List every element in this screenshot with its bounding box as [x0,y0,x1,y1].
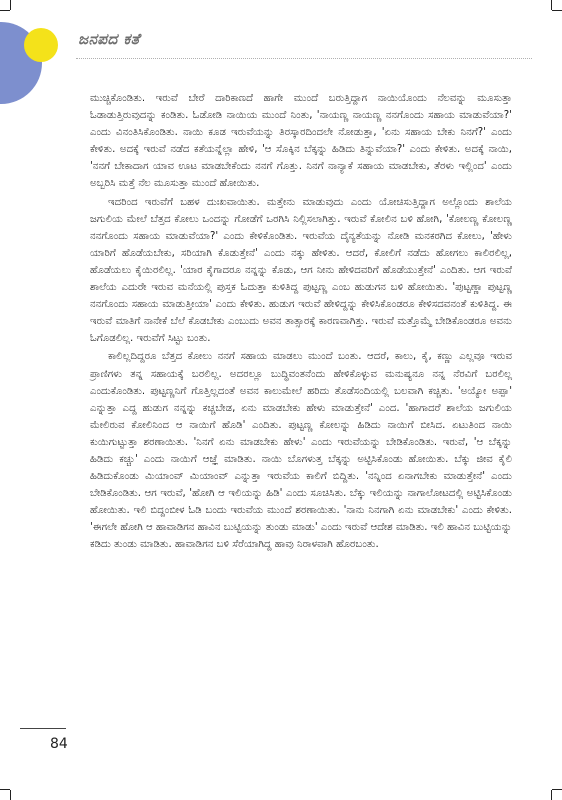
crop-mark [10,790,11,800]
header-divider [76,58,532,59]
paragraph-3: ಕಾಲಿಲ್ಲದಿದ್ದರೂ ಬೆತ್ತದ ಕೋಲು ನನಗೆ ಸಹಾಯ ಮಾಡಲು ಮುಂದೆ ಬಂತು. ಆದರೆ, ಕಾಲು, ಕೈ, ಕಣ್ಣು ಎಲ್ಲವೂ ಇರುವ ಪ್ರಾಣಿಗಳು ತನ್ನ ಸಹಾಯಕ್ಕೆ ಬರಲಿಲ್ಲ. ಅದರಲ್ಲೂ ಬುದ್ಧಿವಂತನೆಂದು ಹೇಳಿಕೊಳ್ಳುವ ಮನುಷ್ಯನೂ ನನ್ನ ನೆರವಿಗೆ ಬರಲಿಲ್ಲ ಎಂದುಕೊಂಡಿತು. ಪುಟ್ಟಣ್ಣನಿಗೆ ಗೊತ್ತಿಲ್ಲದಂತೆ ಅವನ ಕಾಲುಮೇಲೆ ಹರಿದು ತೊಡೆಸಂದಿಯಲ್ಲಿ ಬಲವಾಗಿ ಕಚ್ಚಿತು. 'ಅಯ್ಯೋ ಅಪ್ಪಾ' ಎನ್ನುತ್ತಾ ಎದ್ದ ಹುಡುಗ ನನ್ನನ್ನು ಕಚ್ಚಬೇಡ, ಏನು ಮಾಡಬೇಕು ಹೇಳು ಮಾಡುತ್ತೇನೆ' ಎಂದ. 'ಹಾಗಾದರೆ ಶಾಲೆಯ ಜಗುಲಿಯ ಮೇಲಿರುವ ಕೋಲಿನಿಂದ ಆ ನಾಯಿಗೆ ಹೊಡಿ' ಎಂದಿತು. ಪುಟ್ಟಣ್ಣ ಕೋಲನ್ನು ಹಿಡಿದು ನಾಯಿಗೆ ಬೀಸಿದ. ಏಟುತಿಂದ ನಾಯಿ ಕುಯಿಗುಟ್ಟುತ್ತಾ ಶರಣಾಯಿತು. 'ನಿನಗೆ ಏನು ಮಾಡಬೇಕು ಹೇಳು' ಎಂದು ಇರುವೆಯನ್ನು ಬೇಡಿಕೊಂಡಿತು. ಇರುವೆ, 'ಆ ಬೆಕ್ಕನ್ನು ಹಿಡಿದು ಕಚ್ಚು' ಎಂದು ನಾಯಿಗೆ ಆಜ್ಞೆ ಮಾಡಿತು. ನಾಯಿ ಬೊಗಳುತ್ತ ಬೆಕ್ಕನ್ನು ಅಟ್ಟಿಸಿಕೊಂಡು ಹೋಯಿತು. ಬೆಕ್ಕು ಜೀವ ಕೈಲಿ ಹಿಡಿದುಕೊಂಡು ಮಿಯಾಂವ್ ಮಿಯಾಂವ್ ಎನ್ನುತ್ತಾ ಇರುವೆಯ ಕಾಲಿಗೆ ಬಿದ್ದಿತು. 'ನನ್ನಿಂದ ಏನಾಗಬೇಕು ಮಾಡುತ್ತೇನೆ' ಎಂದು ಬೇಡಿಕೊಂಡಿತು. ಆಗ ಇರುವೆ, 'ಹೋಗಿ ಆ ಇಲಿಯನ್ನು ಹಿಡಿ' ಎಂದು ಸೂಚಿಸಿತು. ಬೆಕ್ಕು ಇಲಿಯನ್ನು ನಾಗಾಲೋಟದಲ್ಲಿ ಅಟ್ಟಿಸಿಕೊಂಡು ಹೋಯಿತು. ಇಲಿ ಬಿದ್ದಂಬೀಳ ಓಡಿ ಬಂದು ಇರುವೆಯ ಮುಂದೆ ಶರಣಾಯಿತು. 'ನಾನು ನಿನಗಾಗಿ ಏನು ಮಾಡಬೇಕು' ಎಂದು ಕೇಳಿತು. 'ಈಗಲೇ ಹೋಗಿ ಆ ಹಾವಾಡಿಗನ ಹಾವಿನ ಬುಟ್ಟಿಯನ್ನು ತುಂಡು ಮಾಡು' ಎಂದು ಇರುವೆ ಆದೇಶ ಮಾಡಿತು. ಇಲಿ ಹಾವಿನ ಬುಟ್ಟಿಯನ್ನು ಕಡಿದು ತುಂಡು ಮಾಡಿತು. ಹಾವಾಡಿಗನ ಬಳಿ ಸೆರೆಯಾಗಿದ್ದ ಹಾವು ನಿರಾಳವಾಗಿ ಹೊರಬಂತು. [90,351,512,551]
story-body [90,90,512,555]
crop-mark [0,10,10,11]
crop-mark [551,0,552,10]
paragraph-1: ಮುಚ್ಚಿಕೊಂಡಿತು. ಇರುವೆ ಬೇರೆ ದಾರಿಕಾಣದೆ ಹಾಗೇ ಮುಂದೆ ಬರುತ್ತಿದ್ದಾಗ ನಾಯಿಯೊಂದು ನೆಲವನ್ನು ಮೂಸುತ್ತಾ ಓಡಾಡುತ್ತಿರುವುದನ್ನು ಕಂಡಿತು. ಓಡೋಡಿ ನಾಯಿಯ ಮುಂದೆ ನಿಂತು, 'ನಾಯಣ್ಣ ನಾಯಣ್ಣ ನನಗೊಂದು ಸಹಾಯ ಮಾಡುವೆಯಾ?' ಎಂದು ವಿನಂತಿಸಿಕೊಂಡಿತು. ನಾಯಿ ಕೂಡ ಇರುವೆಯನ್ನು ತಿರಸ್ಕಾರದಿಂದಲೇ ನೋಡುತ್ತಾ, 'ಏನು ಸಹಾಯ ಬೇಕು ನಿನಗೆ?' ಎಂದು ಕೇಳಿತು. ಅದಕ್ಕೆ ಇರುವೆ ನಡೆದ ಕತೆಯನ್ನೆಲ್ಲಾ ಹೇಳಿ, 'ಆ ಸೊಕ್ಕಿನ ಬೆಕ್ಕನ್ನು ಹಿಡಿದು ತಿನ್ನುವೆಯಾ?' ಎಂದು ಕೇಳಿತು. ಅದಕ್ಕೆ ನಾಯಿ, 'ನನಗೆ ಬೇಕಾದಾಗ ಯಾವ ಊಟ ಮಾಡಬೇಕೆಂದು ನನಗೆ ಗೊತ್ತು. ನಿನಗೆ ನಾನ್ಯಾಕೆ ಸಹಾಯ ಮಾಡಬೇಕು, ತೆರಳು ಇಲ್ಲಿಂದ' ಎಂದು ಅಬ್ಬರಿಸಿ ಮತ್ತೆ ನೆಲ ಮೂಸುತ್ತಾ ಮುಂದೆ ಹೋಯಿತು. [90,93,512,190]
running-header-title: ಜನಪದ ಕತೆ [78,30,140,48]
paragraph-2: ಇದರಿಂದ ಇರುವೆಗೆ ಬಹಳ ದುಃಖವಾಯಿತು. ಮತ್ತೇನು ಮಾಡುವುದು ಎಂದು ಯೋಚಿಸುತ್ತಿದ್ದಾಗ ಅಲ್ಲೊಂದು ಶಾಲೆಯ ಜಗುಲಿಯ ಮೇಲೆ ಬೆತ್ತದ ಕೋಲು ಒಂದನ್ನು ಗೋಡೆಗೆ ಒರಗಿಸಿ ನಿಲ್ಲಿಸಲಾಗಿತ್ತು. ಇರುವೆ ಕೋಲಿನ ಬಳಿ ಹೋಗಿ, 'ಕೋಲಣ್ಣ ಕೋಲಣ್ಣ ನನಗೊಂದು ಸಹಾಯ ಮಾಡುವೆಯಾ?' ಎಂದು ಕೇಳಿಕೊಂಡಿತು. ಇರುವೆಯ ದೈನ್ಯತೆಯನ್ನು ನೋಡಿ ಮನಕರಗಿದ ಕೋಲು, 'ಹೇಳು ಯಾರಿಗೆ ಹೊಡೆಯಬೇಕು, ಸರಿಯಾಗಿ ಕೊಡುತ್ತೇನೆ' ಎಂದು ನಕ್ಕು ಹೇಳಿತು. ಆದರೆ, ಕೋಲಿಗೆ ನಡೆದು ಹೋಗಲು ಕಾಲಿರಲಿಲ್ಲ, ಹೊಡೆಯಲು ಕೈಯಿರಲಿಲ್ಲ. 'ಯಾರ ಕೈಗಾದರೂ ನನ್ನನ್ನು ಕೊಡು, ಆಗ ನೀನು ಹೇಳಿದವರಿಗೆ ಹೊಡೆಯುತ್ತೇನೆ' ಎಂದಿತು. ಆಗ ಇರುವೆ ಶಾಲೆಯ ಎದುರೇ ಇರುವ ಮನೆಯಲ್ಲಿ ಪುಸ್ತಕ ಓದುತ್ತಾ ಕುಳಿತಿದ್ದ ಪುಟ್ಟಣ್ಣ ಎಂಬ ಹುಡುಗನ ಬಳಿ ಹೋಯಿತು. 'ಪುಟ್ಟಣ್ಣಾ ಪುಟ್ಟಣ್ಣ ನನಗೊಂದು ಸಹಾಯ ಮಾಡುತ್ತೀಯಾ' ಎಂದು ಕೇಳಿತು. ಹುಡುಗ ಇರುವೆ ಹೇಳಿದ್ದನ್ನು ಕೇಳಿಸಿಕೊಂಡರೂ ಕೇಳಿಸದವನಂತೆ ಕುಳಿತಿದ್ದ. ಈ ಇರುವೆ ಮಾತಿಗೆ ನಾನೇಕೆ ಬೆಲೆ ಕೊಡಬೇಕು ಎಂಬುದು ಅವನ ತಾತ್ಸಾರಕ್ಕೆ ಕಾರಣವಾಗಿತ್ತು. ಇರುವೆ ಮತ್ತೊಮ್ಮೆ ಬೇಡಿಕೊಂಡರೂ ಅವನು ಓಗೊಡಲಿಲ್ಲ. ಇರುವೆಗೆ ಸಿಟ್ಟು ಬಂತು. [90,196,512,345]
crop-mark [552,10,562,11]
decorative-yellow-circle [24,28,58,62]
footer-divider [20,728,66,729]
crop-mark [552,789,562,790]
page-number: 84 [50,736,68,752]
crop-mark [551,790,552,800]
crop-mark [10,0,11,10]
crop-mark [0,789,10,790]
